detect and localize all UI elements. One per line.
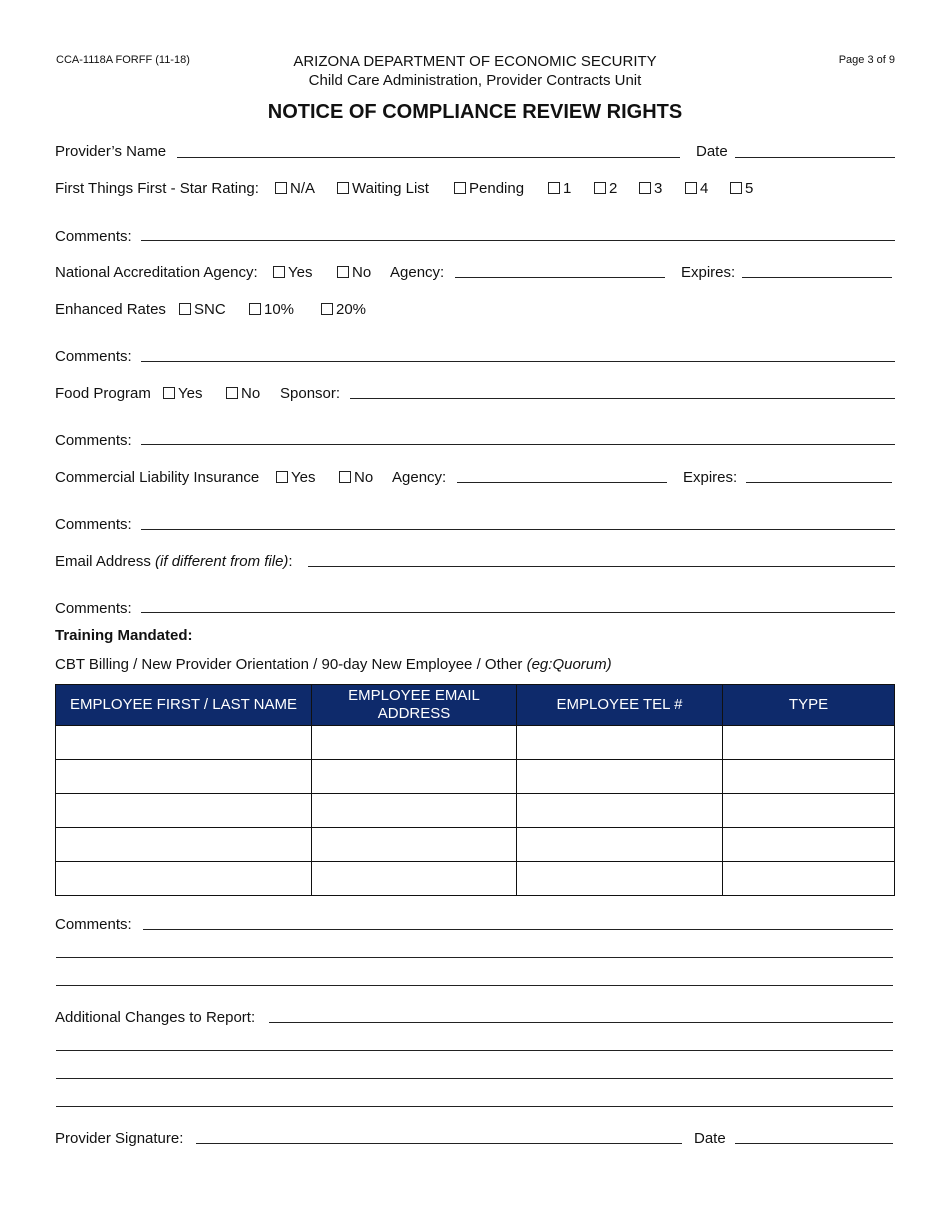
expires-label: Expires: [681,264,736,281]
agency-field[interactable] [457,482,667,483]
table-cell[interactable] [312,760,517,794]
table-cell[interactable] [723,828,895,862]
star-option-2[interactable]: 2 [594,180,617,197]
checkbox[interactable] [730,182,742,194]
sponsor-field[interactable] [350,398,895,399]
table-cell[interactable] [56,828,312,862]
enhanced-option-20[interactable]: 20% [321,301,366,318]
email-field[interactable] [308,566,895,567]
column-header: EMPLOYEE FIRST / LAST NAME [56,685,312,726]
food-program-no[interactable]: No [226,385,260,402]
provider-name-label: Provider’s Name [55,143,167,160]
date-field[interactable] [735,157,895,158]
enhanced-option-10[interactable]: 10% [249,301,294,318]
comments-label: Comments: [55,228,132,245]
table-row [56,726,895,760]
training-list: CBT Billing / New Provider Orientation / 90-day New Employee / Other (eg:Quorum) [55,656,612,673]
comments-field-line[interactable] [56,985,893,986]
star-option-3[interactable]: 3 [639,180,662,197]
star-option-na[interactable]: N/A [275,180,315,197]
signature-label: Provider Signature: [55,1130,184,1147]
checkbox[interactable] [249,303,261,315]
checkbox[interactable] [639,182,651,194]
table-cell[interactable] [312,828,517,862]
checkbox[interactable] [337,266,349,278]
table-cell[interactable] [517,760,723,794]
table-cell[interactable] [312,794,517,828]
comments-field[interactable] [141,612,895,613]
table-cell[interactable] [312,726,517,760]
star-option-4[interactable]: 4 [685,180,708,197]
table-row [56,794,895,828]
table-cell[interactable] [517,828,723,862]
date-label: Date [696,143,728,160]
checkbox[interactable] [226,387,238,399]
food-program-label: Food Program [55,385,151,402]
enhanced-rates-label: Enhanced Rates [55,301,166,318]
table-cell[interactable] [56,794,312,828]
checkbox[interactable] [275,182,287,194]
comments-label: Comments: [55,600,132,617]
comments-field[interactable] [141,529,895,530]
signature-field[interactable] [196,1143,682,1144]
table-cell[interactable] [517,794,723,828]
additional-changes-label: Additional Changes to Report: [55,1009,256,1026]
training-title: Training Mandated: [55,627,193,644]
checkbox[interactable] [273,266,285,278]
checkbox[interactable] [179,303,191,315]
table-cell[interactable] [723,862,895,896]
date-field[interactable] [735,1143,893,1144]
table-cell[interactable] [56,862,312,896]
accreditation-yes[interactable]: Yes [273,264,312,281]
checkbox[interactable] [685,182,697,194]
comments-label: Comments: [55,432,132,449]
table-row [56,760,895,794]
liability-no[interactable]: No [339,469,373,486]
comments-field[interactable] [141,361,895,362]
agency-label: Agency: [392,469,447,486]
star-option-5[interactable]: 5 [730,180,753,197]
checkbox[interactable] [321,303,333,315]
star-option-pending[interactable]: Pending [454,180,524,197]
table-row [56,862,895,896]
table-cell[interactable] [517,862,723,896]
comments-label: Comments: [55,516,132,533]
comments-field[interactable] [141,240,895,241]
date-label: Date [694,1130,726,1147]
employee-table [55,684,895,896]
accreditation-label: National Accreditation Agency: [55,264,258,281]
table-row [56,828,895,862]
table-cell[interactable] [723,726,895,760]
liability-label: Commercial Liability Insurance [55,469,260,486]
comments-field[interactable] [141,444,895,445]
food-program-yes[interactable]: Yes [163,385,202,402]
unit-name: Child Care Administration, Provider Contracts Unit [308,72,642,89]
checkbox[interactable] [454,182,466,194]
checkbox[interactable] [163,387,175,399]
checkbox[interactable] [276,471,288,483]
star-rating-label: First Things First - Star Rating: [55,180,259,197]
table-cell[interactable] [56,760,312,794]
table-cell[interactable] [723,760,895,794]
expires-field[interactable] [746,482,892,483]
additional-changes-line[interactable] [56,1106,893,1107]
page-title: NOTICE OF COMPLIANCE REVIEW RIGHTS [267,101,683,123]
comments-field-line[interactable] [56,957,893,958]
email-label: Email Address (if different from file): [55,553,293,570]
expires-field[interactable] [742,277,892,278]
agency-label: Agency: [390,264,445,281]
comments-field[interactable] [143,929,893,930]
table-cell[interactable] [56,726,312,760]
column-header: EMPLOYEE EMAIL ADDRESS [312,685,517,726]
checkbox[interactable] [548,182,560,194]
star-option-waiting-list[interactable]: Waiting List [337,180,429,197]
comments-label: Comments: [55,348,132,365]
table-cell[interactable] [723,794,895,828]
additional-changes-line[interactable] [56,1078,893,1079]
liability-yes[interactable]: Yes [276,469,315,486]
column-header: TYPE [723,685,895,726]
column-header: EMPLOYEE TEL # [517,685,723,726]
additional-changes-field[interactable] [269,1022,893,1023]
enhanced-option-snc[interactable]: SNC [179,301,226,318]
checkbox[interactable] [337,182,349,194]
table-cell[interactable] [312,862,517,896]
checkbox[interactable] [594,182,606,194]
star-option-1[interactable]: 1 [548,180,571,197]
sponsor-label: Sponsor: [280,385,341,402]
agency-name: ARIZONA DEPARTMENT OF ECONOMIC SECURITY [293,53,657,70]
accreditation-no[interactable]: No [337,264,371,281]
expires-label: Expires: [683,469,738,486]
table-header-row [56,685,895,726]
agency-field[interactable] [455,277,665,278]
table-cell[interactable] [517,726,723,760]
provider-name-field[interactable] [177,157,680,158]
form-id: CCA-1118A FORFF (11-18) [56,54,190,66]
checkbox[interactable] [339,471,351,483]
page-number: Page 3 of 9 [838,54,895,66]
additional-changes-line[interactable] [56,1050,893,1051]
comments-label: Comments: [55,916,132,933]
